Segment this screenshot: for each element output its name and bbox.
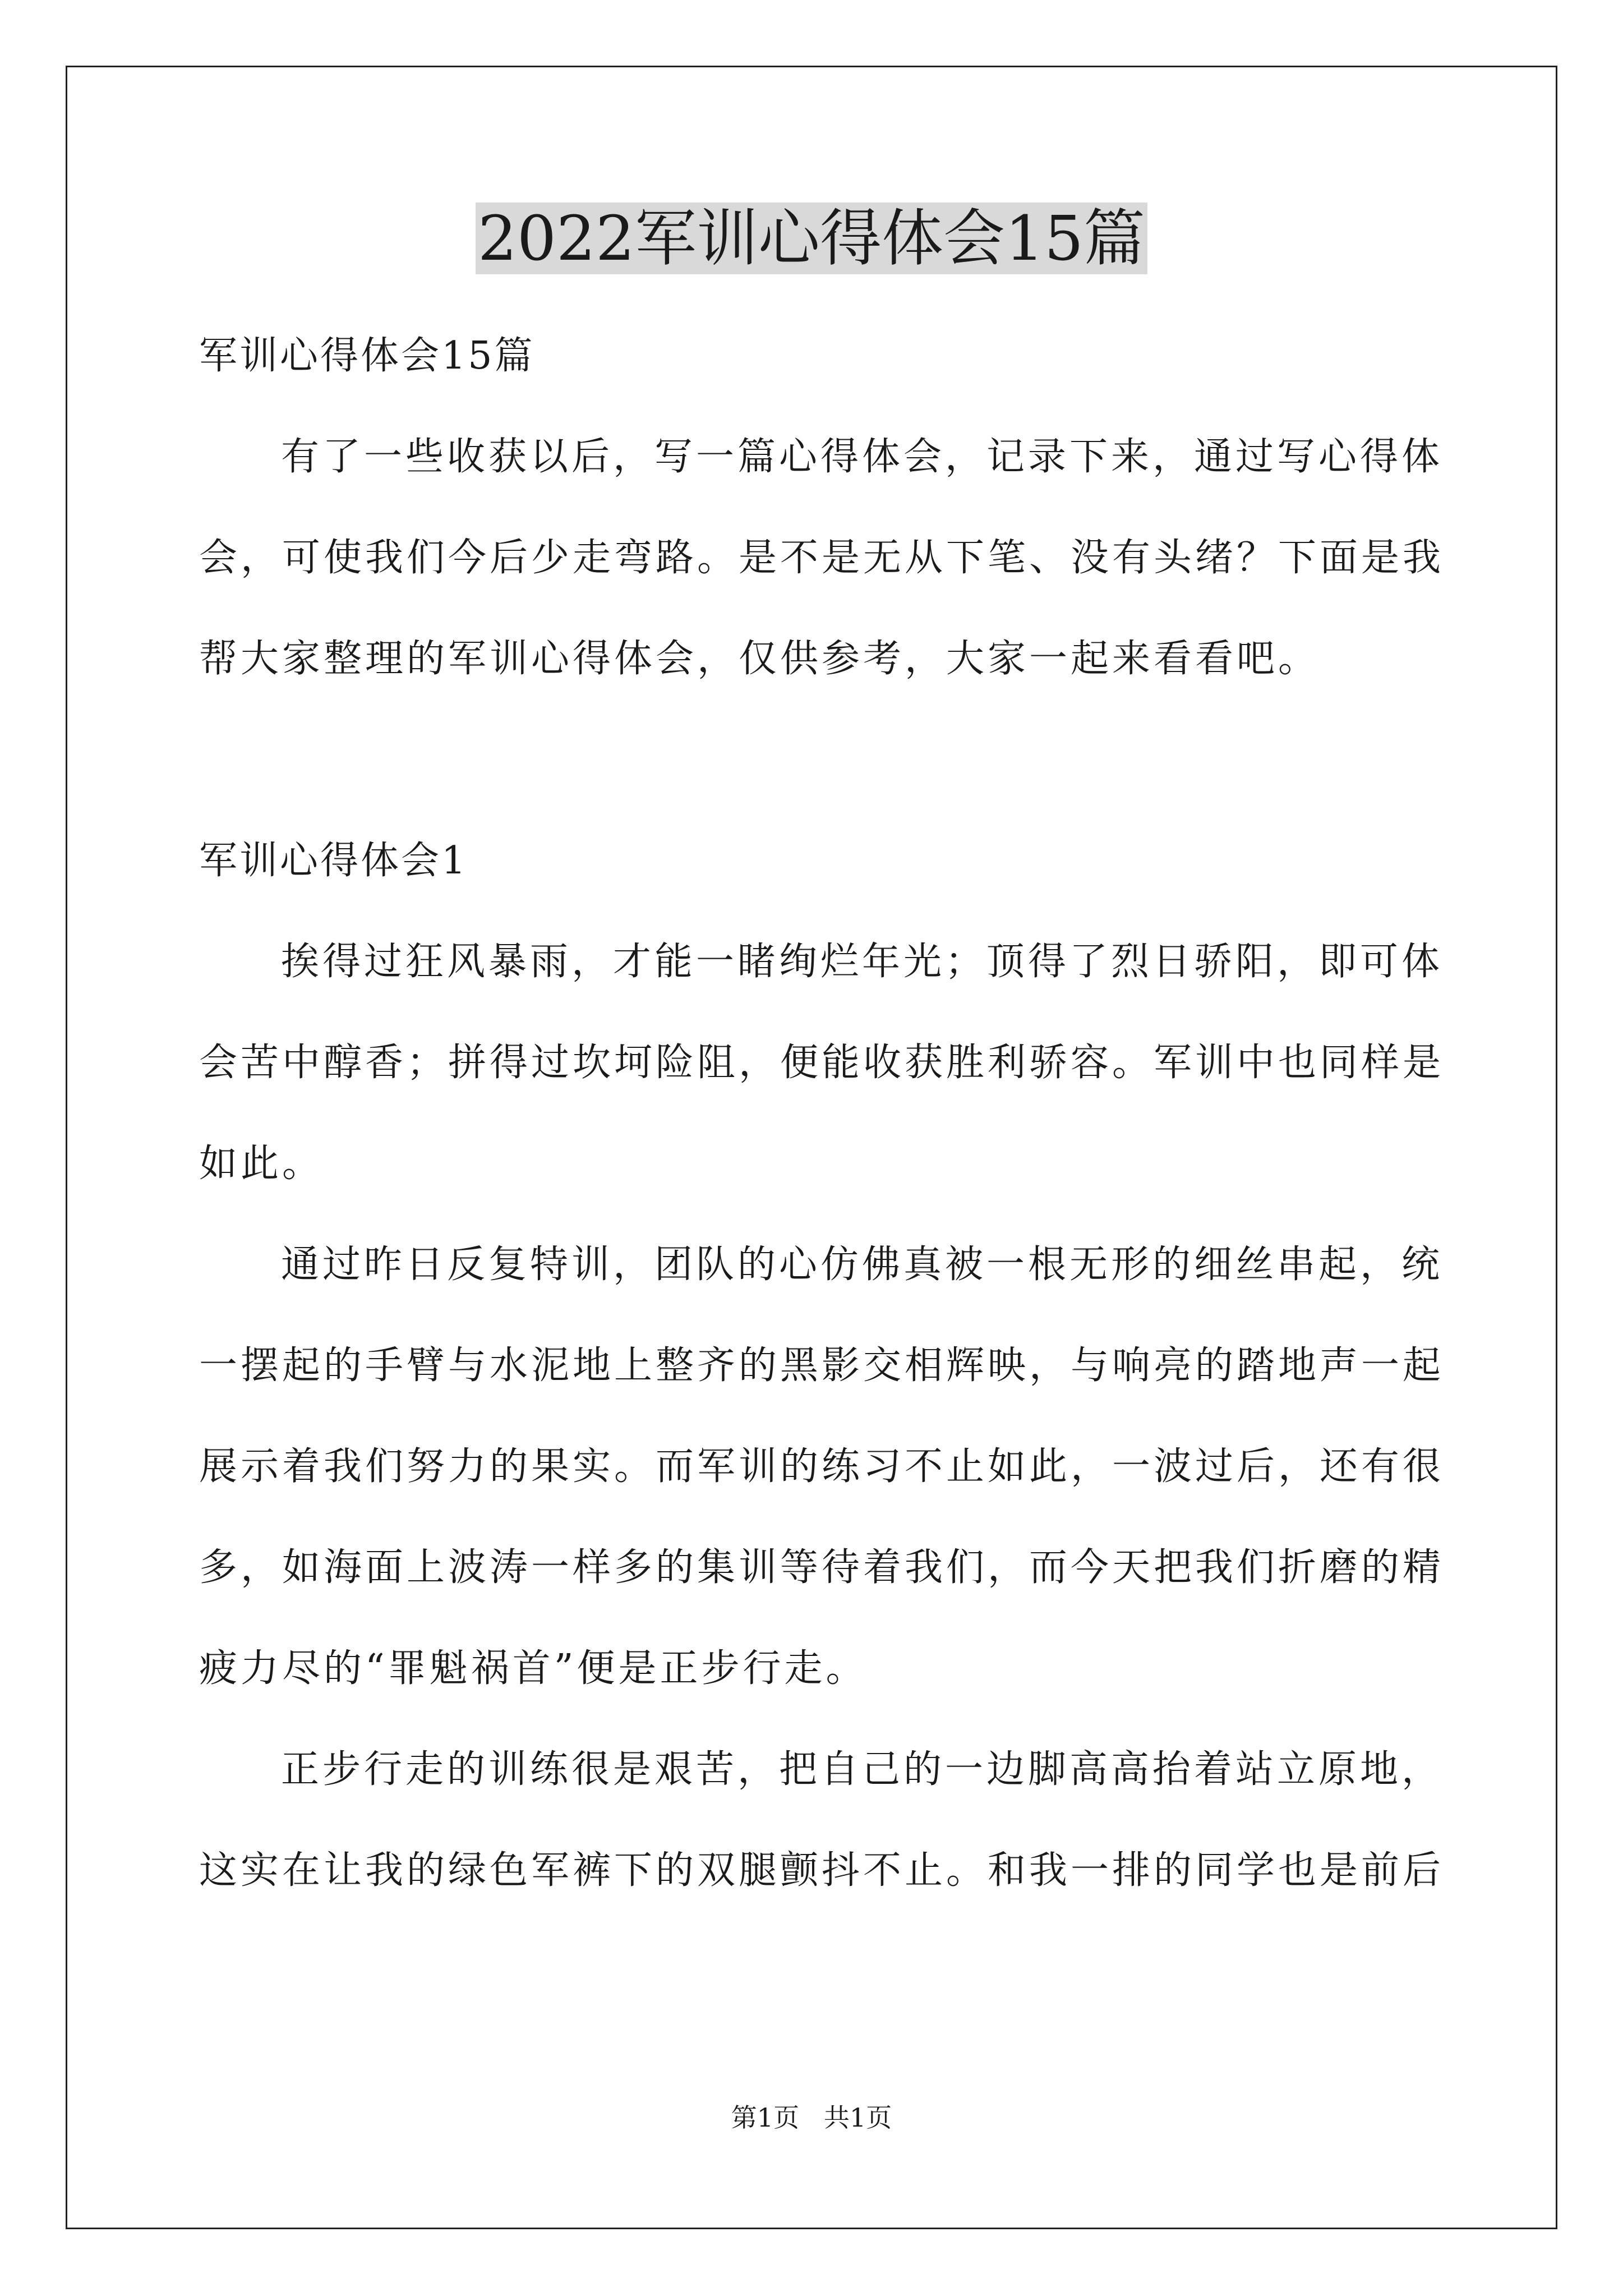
text-line: 展示着我们努力的果实。而军训的练习不止如此，一波过后，还有很 [199, 1444, 1445, 1489]
page-footer: 第1页 共1页 [731, 2102, 892, 2133]
body-paragraph-1 [199, 912, 1445, 1214]
text-line: 有了一些收获以后，写一篇心得体会，记录下来，通过写心得体 [281, 435, 1444, 479]
text-line: 多，如海面上波涛一样多的集训等待着我们，而今天把我们折磨的精 [199, 1545, 1445, 1590]
text-line: 通过昨日反复特训，团队的心仿佛真被一根无形的细丝串起，统 [281, 1243, 1444, 1287]
text-line: 一摆起的手臂与水泥地上整齐的黑影交相辉映，与响亮的踏地声一起 [199, 1343, 1445, 1388]
text-line: 疲力尽的“罪魁祸首”便是正步行走。 [199, 1646, 868, 1691]
document-body [199, 306, 1445, 1921]
text-line: 会苦中醇香；拼得过坎坷险阻，便能收获胜利骄容。军训中也同样是 [199, 1041, 1445, 1085]
text-line: 挨得过狂风暴雨，才能一睹绚烂年光；顶得了烈日骄阳，即可体 [281, 940, 1444, 984]
intro-paragraph [199, 407, 1445, 710]
text-line: 会，可使我们今后少走弯路。是不是无从下笔、没有头绪？下面是我 [199, 536, 1445, 580]
text-line: 正步行走的训练很是艰苦，把自己的一边脚高高抬着站立原地， [281, 1747, 1444, 1792]
text-line: 如此。 [199, 1142, 324, 1186]
section-spacer [199, 710, 1433, 811]
body-paragraph-3 [199, 1719, 1445, 1921]
body-paragraph-2 [199, 1214, 1445, 1719]
text-line: 这实在让我的绿色军裤下的双腿颤抖不止。和我一排的同学也是前后 [199, 1848, 1445, 1893]
document-title [0, 196, 1623, 280]
section-title: 军训心得体会1 [199, 839, 468, 883]
document-title-text: 2022军训心得体会15篇 [476, 203, 1147, 274]
document-heading: 军训心得体会15篇 [199, 334, 535, 378]
text-line: 帮大家整理的军训心得体会，仅供参考，大家一起来看看吧。 [199, 637, 1320, 681]
